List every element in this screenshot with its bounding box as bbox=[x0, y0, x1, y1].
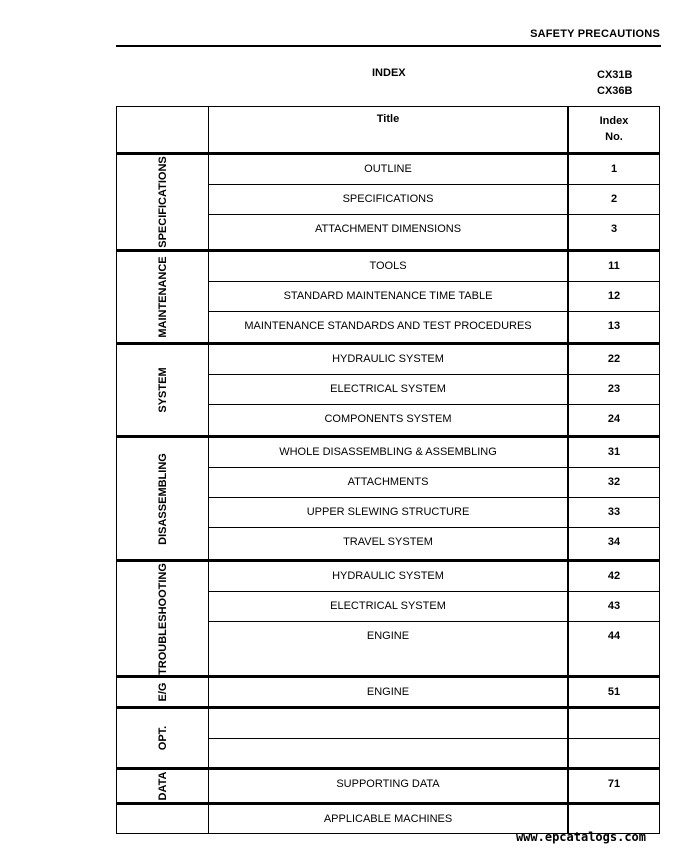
row-index-no: 71 bbox=[607, 778, 621, 790]
row-index-no: 22 bbox=[607, 353, 621, 365]
row-index-no: 32 bbox=[607, 476, 621, 488]
page-header-title: SAFETY PRECAUTIONS bbox=[530, 28, 660, 40]
row-title: TOOLS bbox=[209, 252, 569, 281]
table-row bbox=[209, 468, 659, 498]
category-cell bbox=[117, 678, 209, 706]
table-row bbox=[209, 805, 659, 833]
category-cell bbox=[117, 252, 209, 342]
table-group bbox=[117, 155, 659, 252]
table-row bbox=[209, 345, 659, 375]
table-group bbox=[117, 562, 659, 678]
row-title: HYDRAULIC SYSTEM bbox=[209, 562, 569, 591]
table-row bbox=[209, 405, 659, 435]
category-label: MAINTENANCE bbox=[156, 256, 169, 338]
header-no-label: No. bbox=[605, 131, 623, 143]
row-title: UPPER SLEWING STRUCTURE bbox=[209, 498, 569, 527]
row-index-no bbox=[569, 709, 659, 738]
table-row bbox=[209, 375, 659, 405]
table-group bbox=[117, 438, 659, 562]
row-index-no: 3 bbox=[610, 223, 618, 235]
row-title: ATTACHMENTS bbox=[209, 468, 569, 497]
row-index-no bbox=[569, 739, 659, 767]
category-cell bbox=[117, 438, 209, 559]
table-row bbox=[209, 155, 659, 185]
category-label: SPECIFICATIONS bbox=[156, 156, 169, 248]
table-row bbox=[209, 185, 659, 215]
table-group bbox=[117, 345, 659, 438]
table-group bbox=[117, 678, 659, 709]
table-body bbox=[117, 155, 659, 833]
row-index-no: 43 bbox=[607, 600, 621, 612]
row-title: WHOLE DISASSEMBLING & ASSEMBLING bbox=[209, 438, 569, 467]
category-cell bbox=[117, 155, 209, 249]
index-table bbox=[116, 106, 660, 834]
category-label: DISASSEMBLING bbox=[156, 452, 169, 545]
category-cell bbox=[117, 770, 209, 802]
row-title: COMPONENTS SYSTEM bbox=[209, 405, 569, 435]
header-category-cell bbox=[117, 107, 209, 152]
row-title: HYDRAULIC SYSTEM bbox=[209, 345, 569, 374]
row-index-no: 23 bbox=[607, 383, 621, 395]
category-label: TROUBLESHOOTING bbox=[156, 562, 169, 675]
row-index-no: 31 bbox=[607, 446, 621, 458]
row-index-no: 42 bbox=[607, 570, 621, 582]
category-cell bbox=[117, 345, 209, 435]
model-list bbox=[597, 67, 632, 99]
table-group bbox=[117, 709, 659, 770]
table-row bbox=[209, 562, 659, 592]
row-index-no: 12 bbox=[607, 290, 621, 302]
table-row bbox=[209, 770, 659, 802]
row-title: ELECTRICAL SYSTEM bbox=[209, 375, 569, 404]
header-index-label: Index bbox=[599, 115, 629, 127]
table-row bbox=[209, 252, 659, 282]
row-title: APPLICABLE MACHINES bbox=[209, 805, 569, 833]
index-label: INDEX bbox=[372, 67, 406, 79]
row-title: STANDARD MAINTENANCE TIME TABLE bbox=[209, 282, 569, 311]
row-index-no: 13 bbox=[607, 320, 621, 332]
table-row bbox=[209, 739, 659, 767]
row-title: OUTLINE bbox=[209, 155, 569, 184]
table-row bbox=[209, 438, 659, 468]
row-index-no: 11 bbox=[608, 260, 620, 272]
row-title: ENGINE bbox=[209, 678, 569, 706]
table-row bbox=[209, 622, 659, 675]
row-title: ATTACHMENT DIMENSIONS bbox=[209, 215, 569, 249]
table-group bbox=[117, 252, 659, 345]
header-index-no-cell bbox=[569, 107, 659, 152]
row-index-no: 33 bbox=[607, 506, 621, 518]
category-label: SYSTEM bbox=[156, 367, 169, 413]
table-group bbox=[117, 805, 659, 833]
table-row bbox=[209, 215, 659, 249]
row-title: ENGINE bbox=[209, 622, 569, 675]
row-title: SUPPORTING DATA bbox=[209, 770, 569, 802]
table-row bbox=[209, 678, 659, 706]
table-row bbox=[209, 282, 659, 312]
table-row bbox=[209, 709, 659, 739]
row-index-no: 44 bbox=[607, 630, 621, 642]
table-row bbox=[209, 498, 659, 528]
row-title: SPECIFICATIONS bbox=[209, 185, 569, 214]
header-rule bbox=[116, 45, 661, 47]
table-row bbox=[209, 592, 659, 622]
category-label: E/G bbox=[156, 682, 169, 702]
category-label: DATA bbox=[156, 771, 169, 801]
category-label: OPT. bbox=[156, 725, 169, 751]
table-header-row bbox=[117, 107, 659, 155]
row-title bbox=[209, 739, 569, 767]
row-title bbox=[209, 709, 569, 738]
category-cell bbox=[117, 709, 209, 767]
model-name: CX31B bbox=[597, 69, 633, 81]
category-cell bbox=[117, 562, 209, 675]
model-name: CX36B bbox=[597, 85, 633, 97]
table-group bbox=[117, 770, 659, 805]
row-title: TRAVEL SYSTEM bbox=[209, 528, 569, 559]
row-index-no: 1 bbox=[610, 163, 618, 175]
row-title: MAINTENANCE STANDARDS AND TEST PROCEDURES bbox=[209, 312, 569, 342]
row-index-no: 24 bbox=[607, 413, 621, 425]
row-index-no: 51 bbox=[607, 686, 621, 698]
row-index-no bbox=[569, 805, 659, 833]
row-index-no: 34 bbox=[607, 536, 621, 548]
row-index-no: 2 bbox=[610, 193, 618, 205]
header-title-cell: Title bbox=[209, 107, 569, 152]
table-row bbox=[209, 312, 659, 342]
row-title: ELECTRICAL SYSTEM bbox=[209, 592, 569, 621]
category-cell bbox=[117, 805, 209, 833]
table-row bbox=[209, 528, 659, 559]
footer-url: www.epcatalogs.com bbox=[515, 830, 646, 844]
